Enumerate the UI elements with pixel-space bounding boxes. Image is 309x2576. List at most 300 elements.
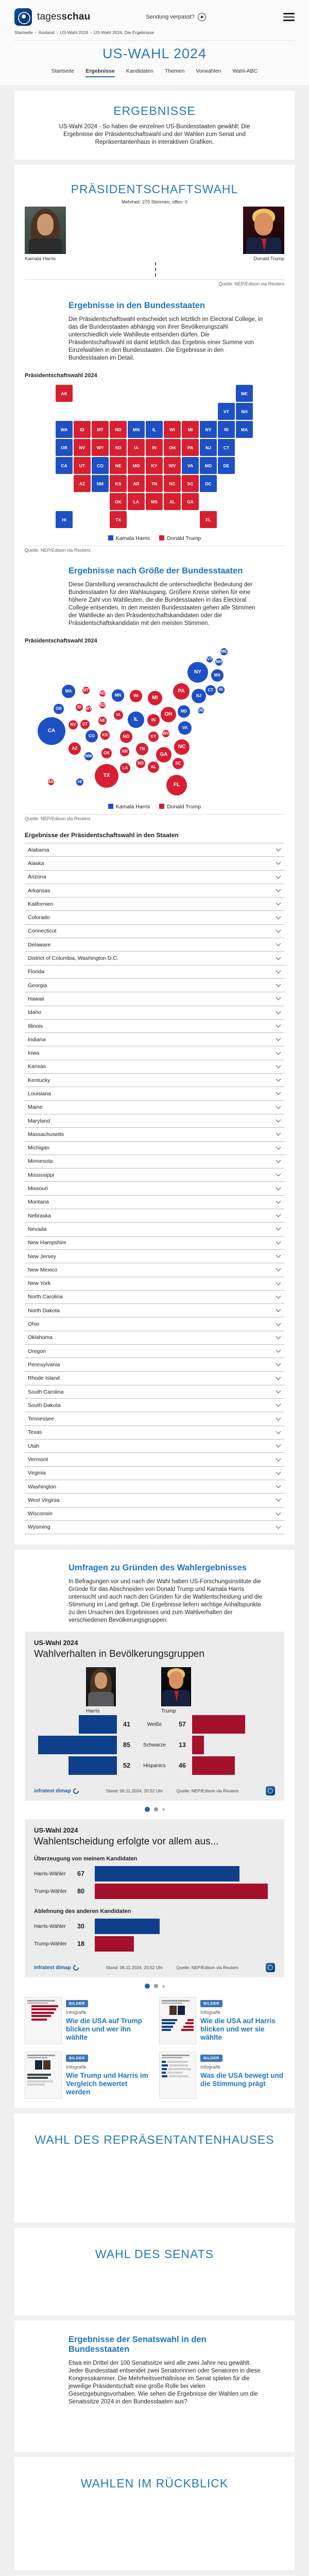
cartogram-state-AL[interactable]: AL: [148, 761, 159, 773]
cartogram-state-OR[interactable]: OR: [54, 704, 64, 715]
carousel-dot[interactable]: [162, 1985, 165, 1988]
map-state-MT[interactable]: MT: [92, 421, 109, 438]
map-state-IN[interactable]: IN: [146, 439, 163, 456]
map-state-NE[interactable]: NE: [110, 457, 127, 474]
infografik-teaser-grid: [25, 1997, 284, 2099]
harris-name: Kamala Harris: [25, 256, 56, 262]
state-accordion-row[interactable]: [25, 1426, 284, 1439]
state-accordion-label: Pennsylvania: [28, 1361, 60, 1368]
legend-item: Donald Trump: [159, 804, 201, 810]
cartogram-state-NM[interactable]: NM: [84, 752, 93, 761]
state-accordion-label: New Mexico: [28, 1266, 58, 1273]
cartogram-state-SC[interactable]: SC: [173, 758, 184, 769]
cartogram-state-OH[interactable]: OH: [161, 707, 177, 723]
map-state-WA[interactable]: WA: [56, 421, 73, 438]
breadcrumb-item[interactable]: Startseite: [14, 30, 33, 35]
map-chart-label: Präsidentschaftswahl 2024: [25, 372, 97, 379]
teaser-card[interactable]: [25, 1997, 150, 2044]
cartogram-state-MA[interactable]: MA: [211, 669, 224, 682]
map-state-ND[interactable]: ND: [110, 421, 127, 438]
breadcrumb[interactable]: [14, 30, 295, 41]
state-accordion-label: Minnesota: [28, 1158, 53, 1165]
decision-row-label: Harris-Wähler: [34, 1923, 66, 1929]
map-state-VA[interactable]: VA: [182, 457, 199, 474]
map-state-CA[interactable]: CA: [56, 457, 73, 474]
state-accordion-label: Kalifornien: [28, 901, 54, 907]
state-accordion-row[interactable]: [25, 1222, 284, 1235]
umfragen-text: In Befragungen vor und nach der Wahl haben US-Forschungsinstitute die Gründe für das Abschneiden von Donald Trump und Kamala Harris untersucht und auch nach den Gründen für die Wahlentscheidung und die Stimmung im Land gefragt. Die Ergebnisse liefern wichtige Anhaltspunkte zu den Ursachen des Ergebnisses und zum Wahlverhalten der verschiedenen Bevölkerungsgruppen.: [68, 1579, 263, 1624]
decision-row-bar: [95, 1919, 160, 1934]
butterfly-row: [34, 1735, 275, 1755]
infographic1-stand: Stand: 06.11.2024, 20:52 Uhr: [106, 1788, 163, 1794]
map-legend: [25, 535, 284, 541]
state-accordion-label: Nebraska: [28, 1212, 51, 1219]
cartogram-state-IL[interactable]: IL: [128, 711, 144, 728]
carousel-dot[interactable]: [162, 1808, 165, 1811]
decision-row-bar: [95, 1936, 134, 1952]
teaser-title[interactable]: Wie Trump und Harris im Vergleich bewertet werden: [66, 2072, 148, 2096]
state-accordion-row[interactable]: [25, 1385, 284, 1398]
butterfly-row: [34, 1755, 275, 1776]
map-state-NH[interactable]: NH: [236, 403, 253, 420]
state-accordion-label: Maryland: [28, 1117, 50, 1124]
cartogram-state-IN[interactable]: IN: [147, 714, 160, 727]
state-accordion-row[interactable]: [25, 1046, 284, 1059]
map-state-PA[interactable]: PA: [182, 439, 199, 456]
presidential-card: [14, 165, 295, 1545]
chevron-down-icon: [276, 941, 281, 946]
state-accordion-row[interactable]: [25, 1452, 284, 1466]
cartogram-state-MN[interactable]: MN: [112, 689, 124, 701]
legend-swatch: [159, 804, 164, 809]
state-accordion-label: Arkansas: [28, 887, 50, 894]
cartogram-state-ME[interactable]: ME: [220, 648, 228, 656]
map-state-HI[interactable]: HI: [56, 511, 73, 528]
cartogram-state-AR[interactable]: AR: [120, 747, 129, 756]
state-accordion-row[interactable]: [25, 1412, 284, 1425]
carousel-dot[interactable]: [154, 1984, 158, 1988]
missed-broadcast-link[interactable]: Sendung verpasst?: [146, 13, 206, 21]
map-state-CT[interactable]: CT: [218, 439, 235, 456]
majority-note: Mehrheit: 270 Stimmen, offen: 0: [122, 199, 187, 205]
chevron-down-icon: [276, 1402, 281, 1407]
trump-value: 57: [179, 1721, 186, 1728]
state-accordion-label: Georgia: [28, 982, 47, 989]
state-accordion-row[interactable]: [25, 1507, 284, 1520]
chevron-down-icon: [276, 1253, 281, 1258]
cartogram-state-NH[interactable]: NH: [215, 658, 223, 666]
map-state-MA[interactable]: MA: [236, 421, 253, 438]
map-state-CO[interactable]: CO: [92, 457, 109, 474]
teaser-title[interactable]: Wie die USA auf Harris blicken und wer sie wählte: [200, 2017, 276, 2042]
chevron-down-icon: [276, 1307, 281, 1312]
state-accordion-row[interactable]: [25, 1181, 284, 1195]
harris-bar: [68, 1756, 117, 1775]
state-accordion-row[interactable]: [25, 924, 284, 938]
state-accordion-row[interactable]: [25, 1209, 284, 1222]
state-accordion-row[interactable]: [25, 910, 284, 924]
state-accordion-label: Illinois: [28, 1023, 43, 1029]
state-accordion-row[interactable]: [25, 965, 284, 978]
teaser-card[interactable]: [25, 2052, 150, 2099]
state-accordion-row[interactable]: [25, 1195, 284, 1209]
chevron-down-icon: [276, 914, 281, 919]
cartogram-state-DE[interactable]: DE: [198, 708, 204, 713]
chevron-down-icon: [276, 1469, 281, 1475]
cartogram-state-CO[interactable]: CO: [85, 730, 97, 742]
teaser-card[interactable]: [159, 1997, 284, 2044]
senate-results-card: [14, 2320, 295, 2452]
state-accordion-row[interactable]: [25, 884, 284, 897]
umfragen-heading[interactable]: Umfragen zu Gründen des Wahlergebnisses: [68, 1563, 247, 1573]
state-accordion-row[interactable]: [25, 1371, 284, 1385]
state-accordion-row[interactable]: [25, 1466, 284, 1480]
cartogram-state-ID[interactable]: ID: [76, 704, 83, 711]
state-accordion-label: Iowa: [28, 1050, 40, 1057]
infographic1-kicker: US-Wahl 2024: [34, 1639, 78, 1647]
cartogram-state-CT[interactable]: CT: [205, 685, 216, 696]
state-accordion-row[interactable]: [25, 1032, 284, 1046]
chevron-down-icon: [276, 1063, 281, 1068]
cartogram-state-PA[interactable]: PA: [173, 683, 190, 700]
map-state-NY[interactable]: NY: [200, 421, 217, 438]
chevron-down-icon: [276, 1212, 281, 1217]
map-state-AR[interactable]: AR: [128, 475, 145, 492]
state-accordion-label: Nevada: [28, 1226, 47, 1232]
map-state-MI[interactable]: MI: [182, 421, 199, 438]
state-accordion-row[interactable]: [25, 1087, 284, 1100]
cartogram-state-UT[interactable]: UT: [80, 720, 90, 729]
map-state-SD[interactable]: SD: [110, 439, 127, 456]
decision-row-bar: [95, 1884, 268, 1899]
site-header: [0, 0, 309, 86]
majority-marker: [155, 262, 156, 277]
cartogram-state-TN[interactable]: TN: [136, 743, 149, 756]
brand-wordmark[interactable]: tagesschau: [37, 11, 91, 22]
cartogram-state-TX[interactable]: TX: [95, 764, 119, 788]
state-accordion-row[interactable]: [25, 843, 284, 856]
state-accordion-row[interactable]: [25, 992, 284, 1005]
tab-ergebnisse[interactable]: Ergebnisse: [85, 68, 115, 77]
carousel-dot-active[interactable]: [145, 1984, 150, 1989]
map-section-heading[interactable]: Ergebnisse in den Bundesstaaten: [68, 301, 205, 310]
teaser-kicker: Infografik: [200, 2064, 221, 2071]
map-state-UT[interactable]: UT: [74, 457, 91, 474]
cartogram-state-MS[interactable]: MS: [136, 759, 145, 768]
cartogram-state-ND[interactable]: ND: [99, 691, 106, 696]
cartogram-state-KY[interactable]: KY: [148, 732, 159, 742]
cartogram-state-MT[interactable]: MT: [82, 687, 90, 694]
map-state-TX[interactable]: TX: [110, 511, 127, 528]
cartogram-state-MO[interactable]: MO: [120, 731, 132, 742]
map-state-NM[interactable]: NM: [92, 475, 109, 492]
breadcrumb-item[interactable]: US-Wahl 2024: Die Ergebnisse: [94, 30, 154, 35]
teaser-thumbnail: [159, 2052, 196, 2099]
chevron-down-icon: [276, 1077, 281, 1082]
map-state-MO[interactable]: MO: [128, 457, 145, 474]
infographic-decision: [25, 1819, 284, 1977]
carousel-dot-active[interactable]: [145, 1807, 150, 1812]
harris-thumb-label: Harris: [86, 1708, 100, 1715]
state-accordion-label: Hawaii: [28, 995, 44, 1002]
ergebnisse-intro-card: [14, 91, 295, 160]
state-accordion-row[interactable]: [25, 1006, 284, 1019]
cartogram-state-LA[interactable]: LA: [120, 763, 131, 774]
state-accordion-row[interactable]: [25, 1236, 284, 1249]
state-accordion-row[interactable]: [25, 951, 284, 964]
chevron-down-icon: [276, 1497, 281, 1502]
infographic2-stand: Stand: 06.11.2024, 20:52 Uhr: [106, 1965, 163, 1971]
bubble-section-heading[interactable]: Ergebnisse nach Größe der Bundesstaaten: [68, 566, 243, 575]
chevron-down-icon: [276, 1158, 281, 1163]
map-state-RI[interactable]: RI: [218, 421, 235, 438]
cartogram-state-IA[interactable]: IA: [114, 710, 123, 720]
chevron-down-icon: [276, 1131, 281, 1136]
state-accordion-row[interactable]: [25, 1019, 284, 1032]
state-accordion-row[interactable]: [25, 856, 284, 870]
cartogram-state-NE[interactable]: NE: [98, 717, 107, 725]
state-accordion-row[interactable]: [25, 1100, 284, 1114]
state-accordion-row[interactable]: [25, 1277, 284, 1290]
cartogram-state-WA[interactable]: WA: [62, 685, 75, 698]
map-state-VT[interactable]: VT: [218, 403, 235, 420]
cartogram-state-NY[interactable]: NY: [187, 662, 208, 682]
legend-swatch: [159, 535, 164, 540]
map-state-NC[interactable]: NC: [164, 475, 181, 492]
chevron-down-icon: [276, 1375, 281, 1380]
tab-startseite[interactable]: Startseite: [51, 68, 75, 74]
map-state-NJ[interactable]: NJ: [200, 439, 217, 456]
breadcrumb-separator-icon: ›: [35, 30, 37, 35]
map-state-AZ[interactable]: AZ: [74, 475, 91, 492]
harris-thumb-photo: [86, 1667, 116, 1706]
state-accordion-label: Oklahoma: [28, 1334, 53, 1341]
map-state-MN[interactable]: MN: [128, 421, 145, 438]
state-accordion-row[interactable]: [25, 938, 284, 951]
map-state-NV[interactable]: NV: [74, 439, 91, 456]
map-state-SC[interactable]: SC: [182, 475, 199, 492]
chevron-down-icon: [276, 1009, 281, 1014]
map-state-ID[interactable]: ID: [74, 421, 91, 438]
map-state-IA[interactable]: IA: [128, 439, 145, 456]
cartogram-state-MD[interactable]: MD: [178, 705, 190, 717]
state-accordion-row[interactable]: [25, 1060, 284, 1073]
state-accordion-row[interactable]: [25, 1249, 284, 1263]
infographic2-title: Wahlentscheidung erfolgte vor allem aus...: [34, 1836, 219, 1848]
teaser-thumbnail: [25, 2052, 62, 2099]
legend-swatch: [108, 535, 113, 540]
state-accordion-row[interactable]: [25, 1290, 284, 1303]
decision-row-label: Harris-Wähler: [34, 1871, 66, 1877]
state-accordion-label: Alaska: [28, 860, 44, 867]
map-state-KS[interactable]: KS: [110, 475, 127, 492]
cartogram-state-GA[interactable]: GA: [156, 747, 171, 762]
map-state-TN[interactable]: TN: [146, 475, 163, 492]
cartogram-state-NC[interactable]: NC: [174, 739, 190, 755]
cartogram-state-WY[interactable]: WY: [85, 706, 92, 711]
bubble-chart-label: Präsidentschaftswahl 2024: [25, 638, 97, 644]
cartogram-state-VT[interactable]: VT: [207, 657, 213, 662]
tab-kandidaten[interactable]: Kandidaten: [126, 68, 153, 74]
state-accordion-row[interactable]: [25, 897, 284, 910]
cartogram-state-MI[interactable]: MI: [148, 691, 163, 706]
tagesschau-logo-icon[interactable]: [14, 8, 32, 26]
cartogram-state-AZ[interactable]: AZ: [68, 742, 81, 755]
site-footer: [14, 2575, 295, 2576]
carousel-dots-1: [25, 1807, 284, 1812]
state-accordion-row[interactable]: [25, 1480, 284, 1493]
state-accordion-row[interactable]: [25, 1114, 284, 1127]
tab-wahl-abc[interactable]: Wahl-ABC: [232, 68, 258, 74]
umfragen-card: [14, 1550, 295, 2108]
cartogram-state-WI[interactable]: WI: [130, 690, 142, 702]
map-state-WV[interactable]: WV: [164, 457, 181, 474]
cartogram-state-HI[interactable]: HI: [76, 778, 84, 786]
state-accordion-label: District of Columbia, Washington D.C.: [28, 955, 118, 962]
cartogram-state-CA[interactable]: CA: [38, 717, 65, 745]
decision-row-bar: [95, 1866, 239, 1882]
state-accordion-row[interactable]: [25, 1331, 284, 1344]
map-state-OK[interactable]: OK: [110, 493, 127, 510]
state-accordion-label: Michigan: [28, 1145, 50, 1151]
us-results-cartogram[interactable]: [25, 647, 284, 802]
tab-vorwahlen[interactable]: Vorwahlen: [196, 68, 221, 74]
chevron-down-icon: [276, 1456, 281, 1461]
state-accordion-row[interactable]: [25, 1493, 284, 1506]
state-accordion-label: North Carolina: [28, 1294, 63, 1300]
state-accordion-row[interactable]: [25, 1141, 284, 1155]
state-accordion-row[interactable]: [25, 978, 284, 992]
cartogram-state-OK[interactable]: OK: [101, 748, 112, 758]
infographic-demographics: [25, 1632, 284, 1801]
bubble-source: Quelle: NEP/Edison via Reuters: [25, 814, 284, 821]
state-accordion-row[interactable]: [25, 1155, 284, 1168]
retro-section-card: [14, 2457, 295, 2570]
state-accordion-label: Oregon: [28, 1348, 46, 1354]
harris-bar: [79, 1715, 117, 1734]
trump-bar-segment: 312: [270, 265, 281, 274]
map-state-AL[interactable]: AL: [164, 493, 181, 510]
page-title: US-WAHL 2024: [102, 46, 207, 61]
map-state-IL[interactable]: IL: [146, 421, 163, 438]
senate-results-text: Etwa ein Drittel der 100 Senatssitze wird alle zwei Jahre neu gewählt. Jeder Bundesstaat entsendet zwei Senatorinnen oder Senatoren in diese Kongresskammer. Die Mehrheitsverhältnisse im Senat spielen für die jeweilige Präsidentschaft eine große Rolle bei vielen Gesetzgebungsvorhaben. Wie sehen die Ergebnisse der Wahlen um die Senatssitze 2024 in den Bundesstaaten aus?: [68, 2360, 261, 2405]
chevron-down-icon: [276, 901, 281, 906]
teaser-thumbnail: [159, 1997, 196, 2044]
map-state-WI[interactable]: WI: [164, 421, 181, 438]
cartogram-state-VA[interactable]: VA: [178, 721, 192, 735]
state-accordion-row[interactable]: [25, 1344, 284, 1358]
map-state-FL[interactable]: FL: [200, 511, 217, 528]
map-state-GA[interactable]: GA: [182, 493, 199, 510]
chevron-down-icon: [276, 1036, 281, 1041]
chevron-down-icon: [276, 1388, 281, 1394]
decision-row: [34, 1883, 275, 1900]
cartogram-state-NJ[interactable]: NJ: [192, 689, 206, 703]
chevron-down-icon: [276, 995, 281, 1001]
trump-bar: [192, 1736, 204, 1754]
cartogram-state-FL[interactable]: FL: [166, 775, 187, 796]
hamburger-menu-icon[interactable]: [283, 13, 295, 21]
map-state-OH[interactable]: OH: [164, 439, 181, 456]
legend-item: Donald Trump: [159, 535, 201, 541]
section-tabs: [14, 68, 295, 79]
map-state-OR[interactable]: OR: [56, 439, 73, 456]
breadcrumb-item[interactable]: Ausland: [38, 30, 55, 35]
cartogram-state-NV[interactable]: NV: [68, 720, 78, 730]
state-accordion-label: West Virginia: [28, 1497, 60, 1503]
state-accordion-row[interactable]: [25, 1168, 284, 1181]
state-accordion-row[interactable]: [25, 1520, 284, 1534]
senate-results-heading[interactable]: Ergebnisse der Senatswahl in den Bundesstaaten: [68, 2335, 207, 2354]
map-state-MD[interactable]: MD: [200, 457, 217, 474]
cartogram-state-KS[interactable]: KS: [100, 731, 110, 740]
chevron-down-icon: [276, 1348, 281, 1353]
decision-chart: [34, 1856, 275, 1953]
state-accordion-row[interactable]: [25, 1127, 284, 1141]
state-accordion-row[interactable]: [25, 1073, 284, 1087]
cartogram-state-WV[interactable]: WV: [162, 730, 170, 738]
map-state-AK[interactable]: AK: [56, 385, 73, 402]
map-state-DC[interactable]: DC: [200, 475, 217, 492]
teaser-title[interactable]: Was die USA bewegt und die Stimmung prägt: [200, 2072, 284, 2088]
state-accordion-row[interactable]: [25, 1263, 284, 1276]
map-state-DE[interactable]: DE: [218, 457, 235, 474]
states-accordion: [25, 843, 284, 1534]
us-results-map[interactable]: [25, 385, 284, 530]
butterfly-row: [34, 1714, 275, 1735]
state-accordion-label: Texas: [28, 1429, 42, 1436]
trump-name: Donald Trump: [253, 256, 284, 262]
map-state-LA[interactable]: LA: [128, 493, 145, 510]
cartogram-state-RI[interactable]: RI: [217, 686, 225, 694]
map-state-ME[interactable]: ME: [236, 385, 253, 402]
state-accordion-label: Ohio: [28, 1321, 40, 1328]
senate-section-card: [14, 2228, 295, 2315]
infographic2-source: Quelle: NEP/Edison via Reuters: [176, 1965, 239, 1971]
state-accordion-row[interactable]: [25, 1317, 284, 1330]
teaser-card[interactable]: [159, 2052, 284, 2099]
chevron-down-icon: [276, 1510, 281, 1515]
harris-photo: [25, 207, 66, 254]
chevron-down-icon: [276, 1280, 281, 1285]
state-accordion-label: Virginia: [28, 1470, 46, 1477]
map-state-KY[interactable]: KY: [146, 457, 163, 474]
state-accordion-label: Maine: [28, 1104, 43, 1111]
cartogram-state-AK[interactable]: AK: [48, 779, 54, 785]
cartogram-state-SD[interactable]: SD: [99, 703, 106, 708]
breadcrumb-item[interactable]: US-Wahl 2024: [60, 30, 89, 35]
house-section-card: [14, 2113, 295, 2223]
chevron-down-icon: [276, 1144, 281, 1149]
chevron-down-icon: [276, 982, 281, 987]
decision-group-label: Ablehnung des anderen Kandidaten: [34, 1908, 131, 1915]
chevron-down-icon: [276, 1524, 281, 1529]
state-accordion-row[interactable]: [25, 1358, 284, 1371]
map-state-WY[interactable]: WY: [92, 439, 109, 456]
trump-value: 46: [179, 1762, 186, 1770]
state-accordion-row[interactable]: [25, 870, 284, 884]
state-accordion-label: Missouri: [28, 1185, 48, 1192]
map-state-MS[interactable]: MS: [146, 493, 163, 510]
tab-themen[interactable]: Themen: [164, 68, 185, 74]
teaser-title[interactable]: Wie die USA auf Trump blicken und wer ihn wählte: [66, 2017, 142, 2042]
state-accordion-row[interactable]: [25, 1303, 284, 1317]
decision-row-value: 80: [77, 1888, 84, 1895]
state-accordion-label: Rhode Island: [28, 1375, 60, 1382]
state-accordion-row[interactable]: [25, 1439, 284, 1452]
carousel-dot[interactable]: [154, 1807, 158, 1811]
state-accordion-row[interactable]: [25, 1398, 284, 1412]
